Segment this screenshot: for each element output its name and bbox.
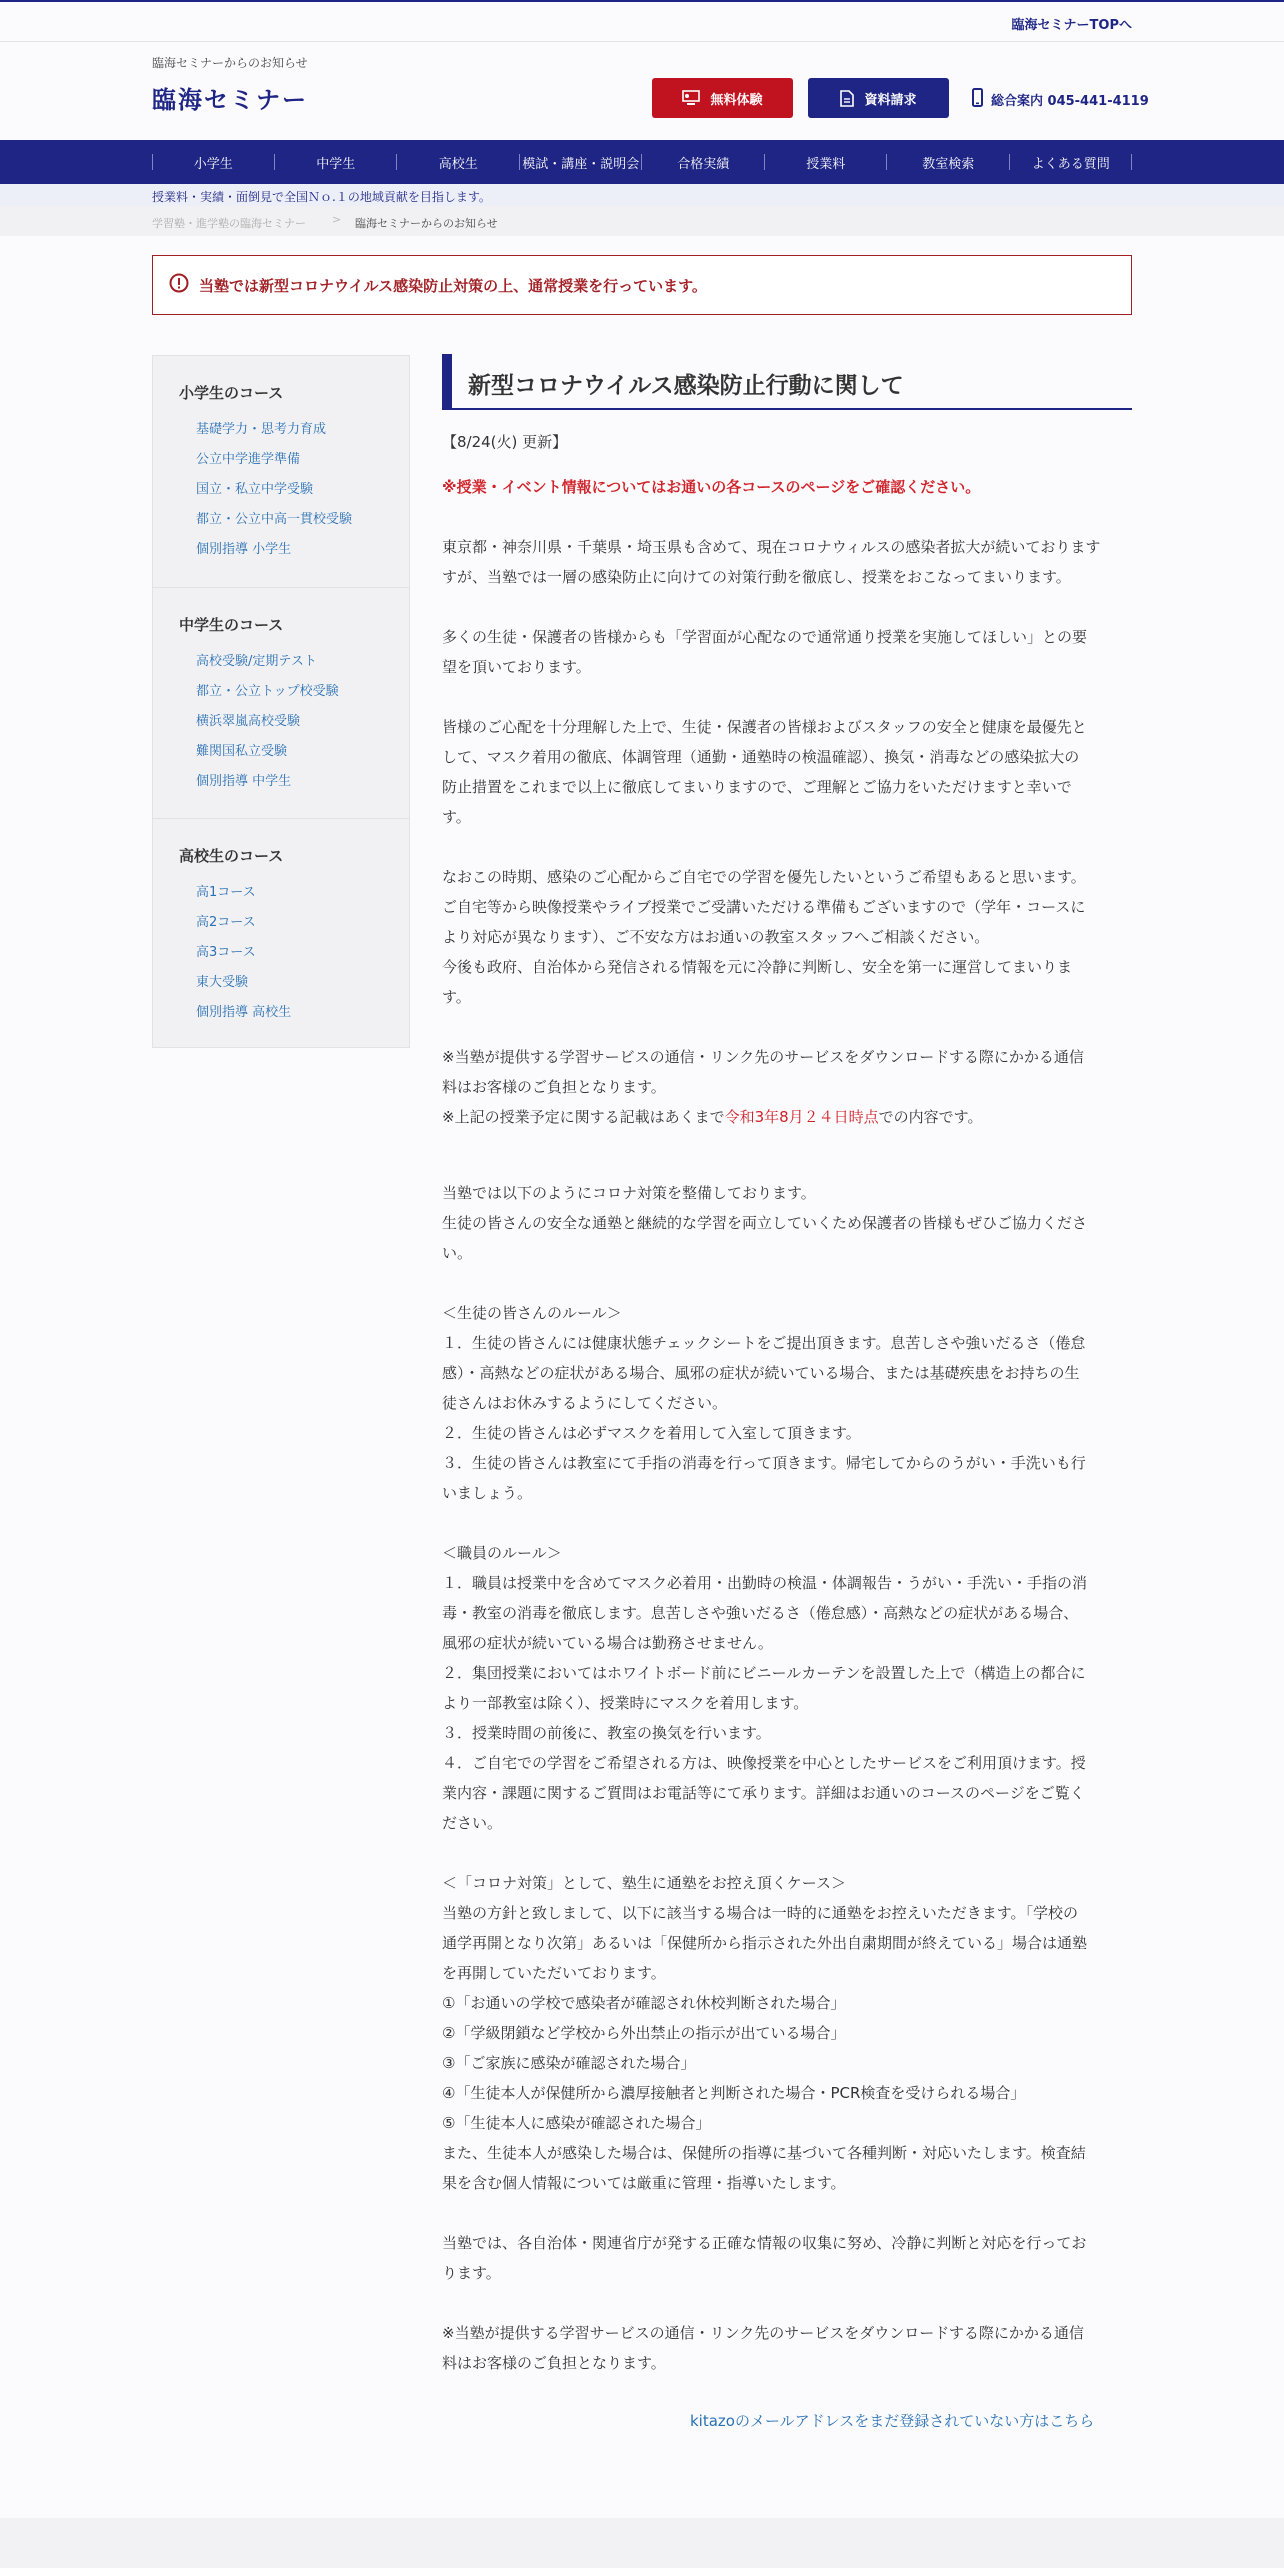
sidebar-link[interactable]: 個別指導 中学生 [196,774,292,789]
article-title: 新型コロナウイルス感染防止行動に関して [468,373,904,399]
article-line [442,1268,1132,1298]
sidebar-link[interactable]: 高2コース [196,915,256,930]
sidebar-link[interactable]: 公立中学進学準備 [196,452,301,467]
article-line: 当塾の方針と致しまして、以下に該当する場合は一時的に通塾をお控えいただきます。「学校の [442,1904,1079,1922]
sidebar-link[interactable]: 基礎学力・思考力育成 [196,422,327,437]
phone-contact[interactable] [972,88,1149,111]
article-line: ④「生徒本人が保健所から濃厚接触者と判断された場合・PCR検査を受けられる場合」 [442,2084,1026,2102]
nav-classroom-search[interactable]: 教室検索 [887,140,1010,184]
sidebar-link[interactable]: 高校受験/定期テスト [196,654,317,669]
free-trial-button[interactable] [652,78,793,118]
article-line: 感）・高熱などの症状がある場合、風邪の症状が続いている場合、または基礎疾患をお持ちの生 [442,1364,1080,1382]
article-line: して、マスク着用の徹底、体調管理（通勤・通塾時の検温確認）、換気・消毒などの感染拡大の [442,748,1080,766]
article-heading [442,354,1132,410]
alert-circle-icon [169,273,189,297]
article-line: 業内容・課題に関するご質問はお電話等にて承ります。詳細はお通いのコースのページをご覧く [442,1784,1085,1802]
article-line: ＜「コロナ対策」として、塾生に通塾をお控え頂くケース＞ [442,1874,846,1892]
article-line: 当塾では、各自治体・関連省庁が発する正確な情報の収集に努め、冷静に判断と対応を行ってお [442,2234,1087,2252]
sidebar-link[interactable]: 都立・公立中高一貫校受験 [196,512,353,527]
site-header [0,42,1284,140]
sidebar-link[interactable]: 高3コース [196,945,256,960]
sidebar-link[interactable]: 個別指導 小学生 [196,542,292,557]
sub-banner [0,184,1284,206]
article-line: ＜生徒の皆さんのルール＞ [442,1304,622,1322]
article-line: ４．ご自宅での学習をご希望される方は、映像授業を中心としたサービスをご利用頂けます。授 [442,1754,1086,1772]
article-line [442,832,1132,862]
article-line: ２．生徒の皆さんは必ずマスクを着用して入室して頂きます。 [442,1424,861,1442]
request-docs-button[interactable] [808,78,949,118]
notice-banner [152,255,1132,315]
article-line: ②「学級閉鎖など学校から外出禁止の指示が出ている場合」 [442,2024,846,2042]
article-line: 防止措置をこれまで以上に徹底してまいりますので、ご理解とご協力をいただけますと幸いで [442,778,1072,796]
article-red-note: ※授業・イベント情報についてはお通いの各コースのページをご確認ください。 [442,478,981,496]
nav-exams-seminars[interactable]: 模試・講座・説明会 [520,140,643,184]
article-line: ２．集団授業においてはホワイトボード前にビニールカーテンを設置した上で（構造上の都合に [442,1664,1086,1682]
nav-faq[interactable]: よくある質問 [1010,140,1133,184]
breadcrumb-current: 臨海セミナーからのお知らせ [355,217,498,230]
article-line [442,1012,1132,1042]
schedule-date: 令和3年8月２４日時点 [724,1108,879,1126]
article-line: 多くの生徒・保護者の皆様からも「学習面が心配なので通常通り授業を実施してほしい」との要 [442,628,1088,646]
article-line: い。 [442,1244,473,1262]
request-docs-label: 資料請求 [864,92,917,108]
article-line: す。 [442,808,471,826]
article-line [442,2288,1132,2318]
header-tagline: 臨海セミナーからのお知らせ [152,56,308,70]
nav-high-school[interactable]: 高校生 [397,140,520,184]
sub-banner-text: 授業料・実績・面倒見で全国Ｎｏ.１の地域貢献を目指します。 [152,190,491,204]
article-line: 東京都・神奈川県・千葉県・埼玉県も含めて、現在コロナウィルスの感染者拡大が続いております [442,538,1101,556]
article-line: 皆様のご心配を十分理解した上で、生徒・保護者の皆様およびスタッフの安全と健康を最優先と [442,718,1087,736]
article-line: なおこの時期、感染のご心配からご自宅での学習を優先したいというご希望もあると思います。 [442,868,1086,886]
article-body-b [442,1178,1132,2378]
sidebar-link[interactable]: 高1コース [196,885,256,900]
article-line: 風邪の症状が続いている場合は勤務させません。 [442,1634,773,1652]
breadcrumb-home[interactable]: 学習塾・進学塾の臨海セミナー [152,217,306,230]
monitor-icon [682,90,700,106]
article-line: ＜職員のルール＞ [442,1544,562,1562]
article-line: 今後も政府、自治体から発信される情報を元に冷静に判断し、安全を第一に運営してまいりま [442,958,1073,976]
nav-elementary[interactable]: 小学生 [152,140,275,184]
sidebar-link[interactable]: 国立・私立中学受験 [196,482,314,497]
article-line: ※当塾が提供する学習サービスの通信・リンク先のサービスをダウンロードする際にかかる通信 [442,1048,1084,1066]
nav-junior-high[interactable]: 中学生 [275,140,398,184]
article-line: 当塾では以下のようにコロナ対策を整備しております。 [442,1184,816,1202]
article-line: より一部教室は除く）、授業時にマスクを着用します。 [442,1694,809,1712]
article-line: ③「ご家族に感染が確認された場合」 [442,2054,696,2072]
mail-registration-link[interactable]: kitazoのメールアドレスをまだ登録されていない方はこちら [690,2412,1095,2430]
article-body-a [442,532,1132,1102]
article-line: を再開していただいております。 [442,1964,666,1982]
document-icon [840,90,854,107]
article-line: ３．授業時間の前後に、教室の換気を行います。 [442,1724,771,1742]
article-line: 生徒の皆さんの安全な通塾と継続的な学習を両立していくため保護者の皆様もぜひご協力くださ [442,1214,1088,1232]
free-trial-label: 無料体験 [710,92,763,108]
article-line: すが、当塾では一層の感染防止に向けての対策行動を徹底し、授業をおこなってまいります。 [442,568,1071,586]
article-line: ります。 [442,2264,501,2282]
article-line [442,1508,1132,1538]
article-line: いましょう。 [442,1484,533,1502]
sidebar-group-elementary [153,356,409,587]
schedule-note [442,1102,1132,1132]
mobile-phone-icon [972,88,983,111]
article-line: 料はお客様のご負担となります。 [442,1078,666,1096]
article-line: 果を含む個人情報については厳重に管理・指導いたします。 [442,2174,846,2192]
article-line: より対応が異なります）、ご不安な方はお通いの教室スタッフへご相談ください。 [442,928,990,946]
article-line [442,1838,1132,1868]
sidebar-group-junior-high [153,587,409,818]
top-bar [0,2,1284,42]
article-line: 徒さんはお休みするようにしてください。 [442,1394,728,1412]
course-sidebar [152,355,410,1048]
schedule-prefix: ※上記の授業予定に関する記載はあくまで [442,1108,725,1126]
nav-tuition[interactable]: 授業料 [765,140,888,184]
sidebar-group-high-school [153,818,409,1047]
article-line: また、生徒本人が感染した場合は、保健所の指導に基づいて各種判断・対応いたします。検査結 [442,2144,1086,2162]
sidebar-link[interactable]: 横浜翠嵐高校受験 [196,714,301,729]
site-logo[interactable]: 臨海セミナー [152,86,308,114]
article-line: 料はお客様のご負担となります。 [442,2354,666,2372]
phone-number: 総合案内 045-441-4119 [991,94,1149,109]
article-line: １．職員は授業中を含めてマスク必着用・出勤時の検温・体調報告・うがい・手洗い・手指の消 [442,1574,1088,1592]
sidebar-group-title: 中学生のコース [179,616,284,634]
footer-strip [0,2518,1284,2568]
article-line: １．生徒の皆さんには健康状態チェックシートをご提出頂きます。息苦しさや強いだるさ（倦怠 [442,1334,1086,1352]
schedule-suffix: での内容です。 [878,1108,983,1126]
main-navigation [0,140,1284,184]
article-updated: 【8/24(火) 更新】 [442,433,568,451]
article-line: ①「お通いの学校で感染者が確認され休校判断された場合」 [442,1994,846,2012]
sidebar-link[interactable]: 個別指導 高校生 [196,1005,292,1020]
article-line: ※当塾が提供する学習サービスの通信・リンク先のサービスをダウンロードする際にかかる通信 [442,2324,1084,2342]
article-line: ださい。 [442,1814,503,1832]
sidebar-link[interactable]: 難関国私立受験 [196,744,288,759]
article-line [442,592,1132,622]
article-line [442,682,1132,712]
article-line: 毒・教室の消毒を徹底します。息苦しさや強いだるさ（倦怠感）・高熱などの症状がある場合、 [442,1604,1079,1622]
article-line: ⑤「生徒本人に感染が確認された場合」 [442,2114,711,2132]
article-line: 望を頂いております。 [442,658,591,676]
sidebar-link[interactable]: 東大受験 [196,975,249,990]
notice-text: 当塾では新型コロナウイルス感染防止対策の上、通常授業を行っています。 [199,276,707,295]
article-line: ３．生徒の皆さんは教室にて手指の消毒を行って頂きます。帰宅してからのうがい・手洗いも行 [442,1454,1086,1472]
article-line [442,2198,1132,2228]
article-line: す。 [442,988,471,1006]
sidebar-group-title: 高校生のコース [179,847,284,865]
article-line: ご自宅等から映像授業やライブ授業でご受講いただける準備もございますので（学年・コースに [442,898,1086,916]
article-line: 通学再開となり次第」あるいは「保健所から指示された外出自粛期間が終えている」場合は通塾 [442,1934,1088,1952]
breadcrumb-separator: > [332,213,342,226]
nav-results[interactable]: 合格実績 [642,140,765,184]
sidebar-group-title: 小学生のコース [179,384,284,402]
sidebar-link[interactable]: 都立・公立トップ校受験 [196,684,339,699]
top-page-link[interactable]: 臨海セミナーTOPへ [1011,18,1132,33]
breadcrumb [0,206,1284,236]
